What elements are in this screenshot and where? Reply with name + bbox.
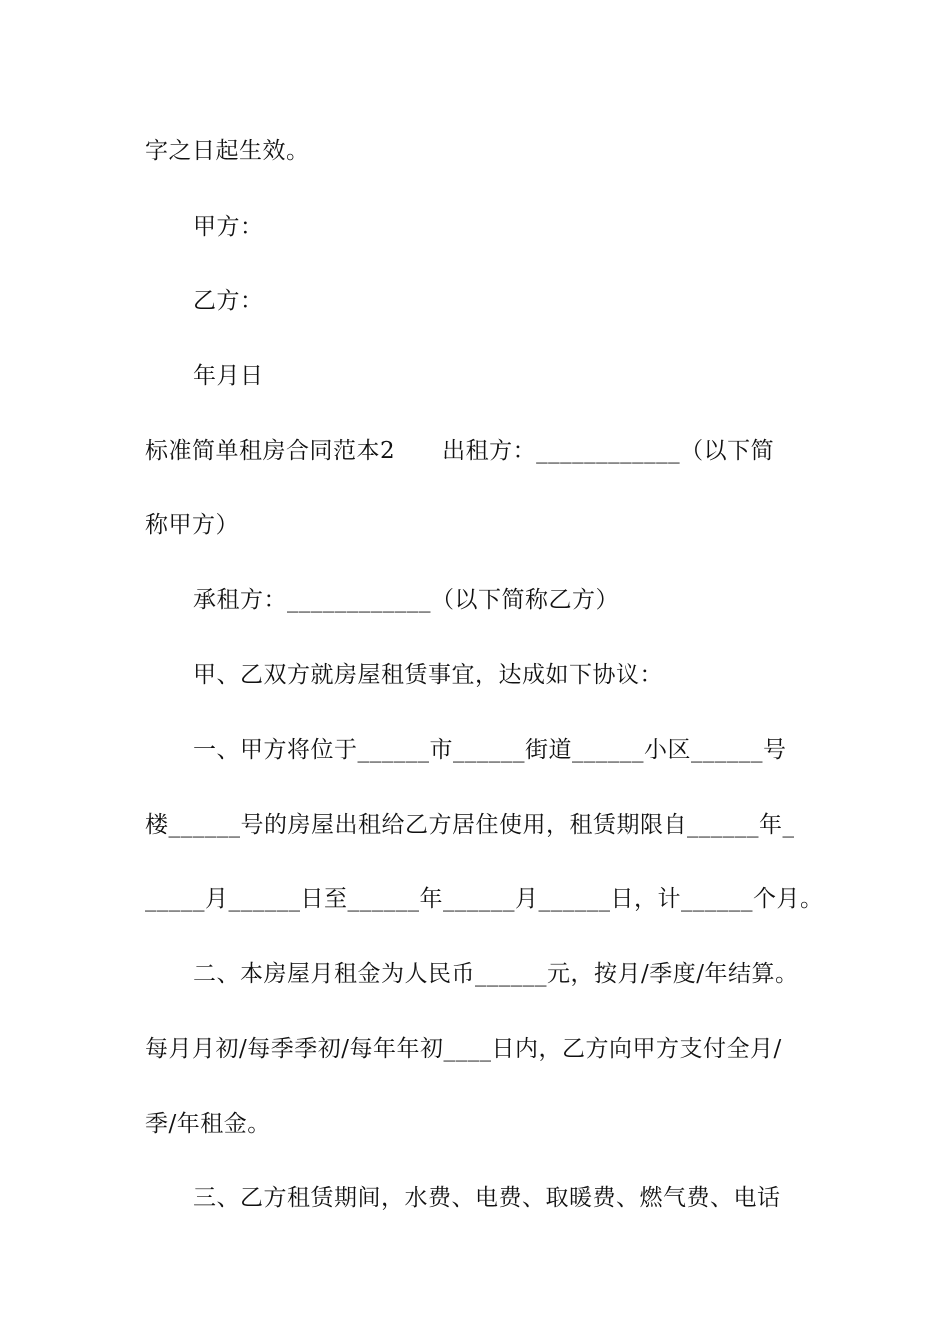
clause-3-line-1: 三、乙方租赁期间，水费、电费、取暖费、燃气费、电话 — [193, 1185, 781, 1211]
paragraph-line-effective: 字之日起生效。 — [145, 138, 310, 164]
tenant-line: 承租方：____________（以下简称乙方） — [193, 587, 619, 613]
clause-1-line-1: 一、甲方将位于______市______街道______小区______号 — [193, 737, 787, 763]
contract-title-line: 标准简单租房合同范本2 出租方：____________（以下简 — [145, 438, 775, 464]
party-b-signature-line: 乙方： — [193, 288, 264, 314]
party-a-signature-line: 甲方： — [193, 214, 264, 240]
clause-1-line-2: 楼______号的房屋出租给乙方居住使用，租赁期限自______年_ — [145, 812, 795, 838]
clause-1-line-3: _____月______日至______年______月______日，计______个月。 — [145, 886, 824, 912]
agreement-intro-line: 甲、乙双方就房屋租赁事宜，达成如下协议： — [193, 662, 663, 688]
clause-2-line-1: 二、本房屋月租金为人民币______元，按月/季度/年结算。 — [193, 961, 799, 987]
party-a-alias-line: 称甲方） — [145, 512, 239, 538]
clause-2-line-3: 季/年租金。 — [145, 1111, 271, 1137]
date-line: 年月日 — [193, 363, 264, 389]
clause-2-line-2: 每月月初/每季季初/每年年初____日内，乙方向甲方支付全月/ — [145, 1036, 782, 1062]
